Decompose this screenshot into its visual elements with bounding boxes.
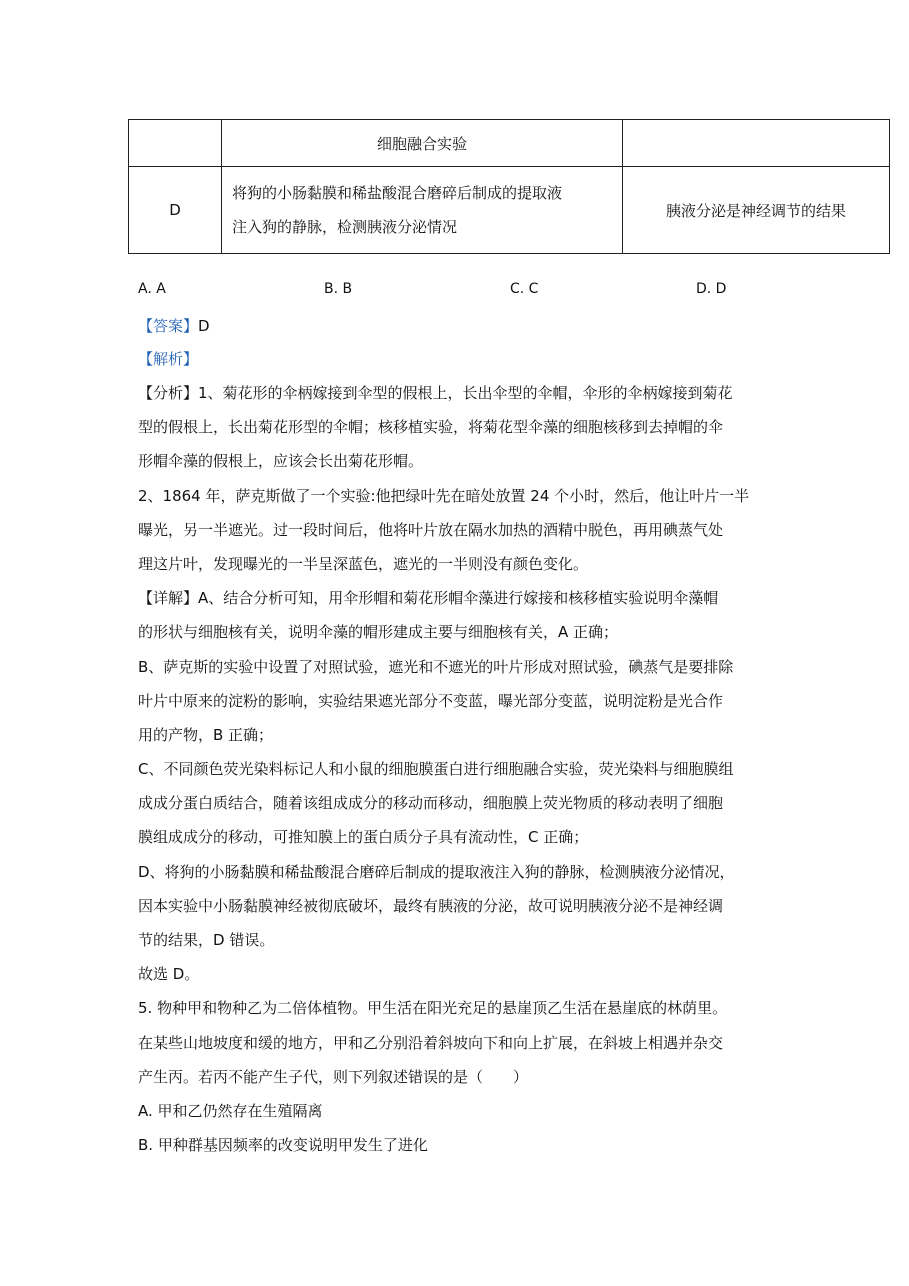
text-line: B. 甲种群基因频率的改变说明甲发生了进化 [138, 1136, 428, 1155]
text-line: 型的假根上，长出菊花形型的伞帽；核移植实验，将菊花型伞藻的细胞核移到去掉帽的伞 [138, 418, 724, 437]
table-cell [222, 167, 623, 254]
analysis-heading: 【解析】 [138, 350, 199, 368]
table-cell: D [129, 167, 222, 254]
text-line: 【分析】1、菊花形的伞柄嫁接到伞型的假根上，长出伞型的伞帽，伞形的伞柄嫁接到菊花 [138, 384, 733, 402]
option-c: C. C [510, 281, 539, 297]
text-line: 产生丙。若丙不能产生子代，则下列叙述错误的是（ ） [138, 1067, 529, 1086]
text-line: 节的结果，D 错误。 [138, 931, 275, 949]
text-line: 形帽伞藻的假根上，应该会长出菊花形帽。 [138, 452, 424, 471]
answer-options [138, 281, 838, 301]
text-line: C、不同颜色荧光染料标记人和小鼠的细胞膜蛋白进行细胞融合实验，荧光染料与细胞膜组 [138, 760, 734, 779]
text-line: 因本实验中小肠黏膜神经被彻底破坏，最终有胰液的分泌，故可说明胰液分泌不是神经调 [138, 896, 724, 915]
table-cell: 细胞融合实验 [222, 120, 623, 167]
text-line: B、萨克斯的实验中设置了对照试验，遮光和不遮光的叶片形成对照试验，碘蒸气是要排除 [138, 657, 734, 676]
explanation-text [138, 310, 778, 1162]
table-row [129, 167, 890, 254]
text-line: 膜组成成分的移动，可推知膜上的蛋白质分子具有流动性，C 正确； [138, 828, 589, 847]
text-line: 曝光，另一半遮光。过一段时间后，他将叶片放在隔水加热的酒精中脱色，再用碘蒸气处 [138, 520, 724, 539]
text-line: 在某些山地坡度和缓的地方，甲和乙分别沿着斜坡向下和向上扩展，在斜坡上相遇并杂交 [138, 1033, 724, 1052]
text-line: 故选 D。 [138, 965, 200, 984]
cell-line: 将狗的小肠黏膜和稀盐酸混合磨碎后制成的提取液 [232, 184, 563, 202]
table-row [129, 120, 890, 167]
text-line: 叶片中原来的淀粉的影响，实验结果遮光部分不变蓝，曝光部分变蓝，说明淀粉是光合作 [138, 691, 724, 710]
answer-value: D [198, 317, 210, 335]
answer-line [138, 310, 778, 343]
text-line: 理这片叶，发现曝光的一半呈深蓝色，遮光的一半则没有颜色变化。 [138, 554, 589, 573]
answer-tag: 【答案】 [138, 317, 199, 335]
option-a: A. A [138, 281, 166, 297]
text-line: 用的产物，B 正确； [138, 725, 274, 744]
table-cell [623, 120, 890, 167]
text-line: 2、1864 年，萨克斯做了一个实验:他把绿叶先在暗处放置 24 个小时，然后，他让叶片一半 [138, 486, 750, 505]
experiment-table [128, 119, 890, 254]
option-d: D. D [696, 281, 727, 297]
text-line: 5. 物种甲和物种乙为二倍体植物。甲生活在阳光充足的悬崖顶乙生活在悬崖底的林荫里。 [138, 999, 728, 1018]
text-line: A. 甲和乙仍然存在生殖隔离 [138, 1101, 323, 1120]
option-b: B. B [324, 281, 353, 297]
text-line: 【详解】A、结合分析可知，用伞形帽和菊花形帽伞藻进行嫁接和核移植实验说明伞藻帽 [138, 589, 719, 608]
table-cell: 胰液分泌是神经调节的结果 [623, 167, 890, 254]
text-line: D、将狗的小肠黏膜和稀盐酸混合磨碎后制成的提取液注入狗的静脉，检测胰液分泌情况， [138, 862, 735, 881]
cell-line: 注入狗的静脉，检测胰液分泌情况 [232, 218, 458, 236]
text-line: 成成分蛋白质结合，随着该组成成分的移动而移动，细胞膜上荧光物质的移动表明了细胞 [138, 794, 724, 813]
text-line: 的形状与细胞核有关，说明伞藻的帽形建成主要与细胞核有关，A 正确； [138, 623, 619, 642]
table-cell [129, 120, 222, 167]
